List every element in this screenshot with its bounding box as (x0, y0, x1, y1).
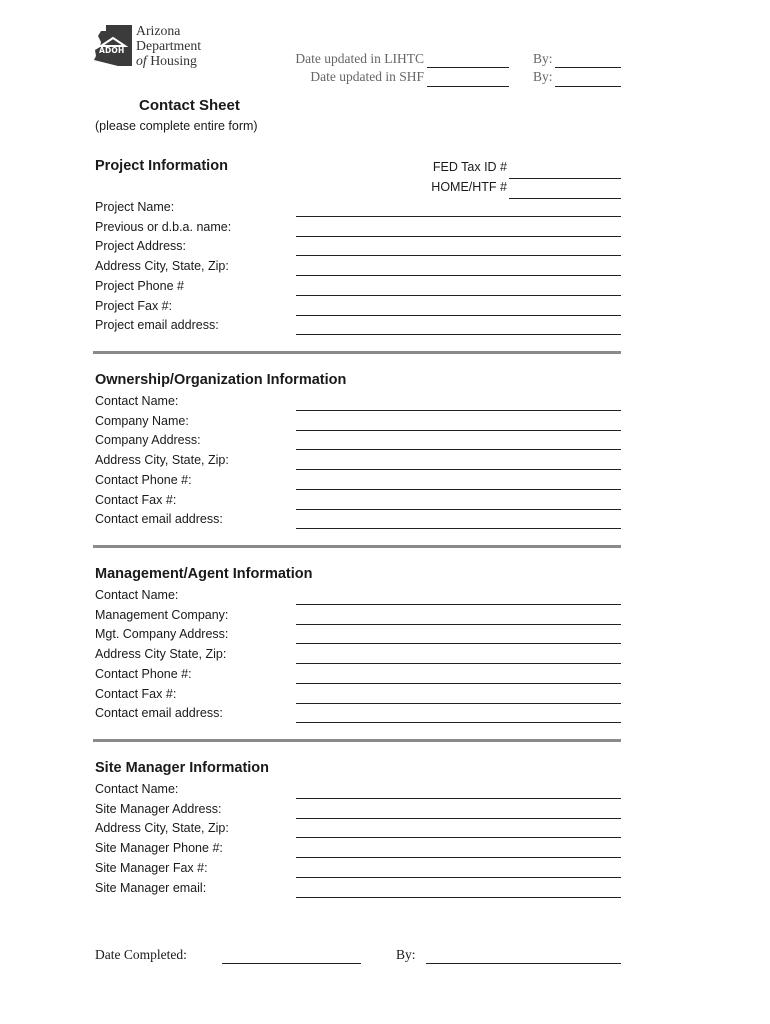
section-divider (93, 545, 621, 548)
field-label: Contact email address: (95, 512, 223, 527)
field-input-line[interactable] (296, 528, 621, 529)
field-label: Contact Fax #: (95, 492, 177, 507)
field-input-line[interactable] (296, 469, 621, 470)
field-input-line[interactable] (296, 722, 621, 723)
field-label: Project Phone # (95, 278, 184, 293)
logo-line-department: Department (136, 38, 202, 53)
field-input-line[interactable] (296, 334, 621, 335)
date-updated-lihtc-label: Date updated in LIHTC (295, 51, 424, 66)
page-title: Contact Sheet (139, 97, 240, 114)
date-completed-label: Date Completed: (95, 947, 187, 962)
field-input-line[interactable] (296, 877, 621, 878)
field-input-line[interactable] (296, 449, 621, 450)
field-input-line[interactable] (296, 818, 621, 819)
field-input-line[interactable] (296, 798, 621, 799)
field-input-line[interactable] (296, 295, 621, 296)
field-label: Contact email address: (95, 706, 223, 721)
by-lihtc-label: By: (533, 51, 553, 66)
date-completed-field[interactable] (222, 963, 361, 964)
field-label: Project Fax #: (95, 298, 173, 313)
field-label: Project email address: (95, 318, 219, 333)
field-input-line[interactable] (296, 315, 621, 316)
field-input-line[interactable] (296, 489, 621, 490)
field-label: Address City State, Zip: (95, 647, 227, 662)
logo-line-housing: of Housing (136, 53, 197, 68)
field-label: Project Address: (95, 239, 187, 254)
field-label: Address City, State, Zip: (95, 259, 229, 274)
by-shf-field[interactable] (555, 86, 621, 87)
field-input-line[interactable] (296, 255, 621, 256)
date-updated-shf-field[interactable] (427, 86, 509, 87)
by-shf-label: By: (533, 69, 553, 84)
field-input-line[interactable] (296, 683, 621, 684)
field-input-line[interactable] (296, 703, 621, 704)
field-label: Site Manager Address: (95, 801, 222, 816)
field-label: Mgt. Company Address: (95, 627, 229, 642)
home-htf-field[interactable] (509, 198, 621, 199)
field-label: Address City, State, Zip: (95, 453, 229, 468)
field-input-line[interactable] (296, 624, 621, 625)
field-label: Company Name: (95, 413, 189, 428)
field-label: Site Manager email: (95, 880, 207, 895)
fed-tax-id-label: FED Tax ID # (432, 160, 507, 174)
field-label: Company Address: (95, 433, 201, 448)
field-input-line[interactable] (296, 216, 621, 217)
field-input-line[interactable] (296, 604, 621, 605)
ownership-section-title: Ownership/Organization Information (95, 372, 347, 388)
field-label: Address City, State, Zip: (95, 821, 229, 836)
field-label: Management Company: (95, 607, 229, 622)
page-subtitle: (please complete entire form) (95, 119, 258, 133)
date-updated-shf-label: Date updated in SHF (310, 69, 424, 84)
field-label: Contact Name: (95, 782, 179, 796)
field-input-line[interactable] (296, 663, 621, 664)
field-label: Contact Phone #: (95, 472, 192, 487)
date-updated-lihtc-field[interactable] (427, 67, 509, 68)
field-label: Project Name: (95, 200, 175, 214)
field-input-line[interactable] (296, 857, 621, 858)
management-section-title: Management/Agent Information (95, 566, 313, 582)
by-lihtc-field[interactable] (555, 67, 621, 68)
adoh-badge: ADOH (99, 46, 125, 55)
field-label: Contact Name: (95, 588, 179, 602)
field-input-line[interactable] (296, 509, 621, 510)
home-htf-label: HOME/HTF # (431, 180, 507, 194)
logo-line-arizona: Arizona (136, 23, 181, 38)
field-input-line[interactable] (296, 837, 621, 838)
field-label: Site Manager Phone #: (95, 841, 223, 856)
field-input-line[interactable] (296, 275, 621, 276)
section-divider (93, 739, 621, 742)
field-label: Contact Name: (95, 394, 179, 408)
arizona-state-icon (92, 22, 134, 68)
field-label: Site Manager Fax #: (95, 860, 208, 875)
field-label: Previous or d.b.a. name: (95, 219, 232, 234)
field-input-line[interactable] (296, 410, 621, 411)
fed-tax-id-field[interactable] (509, 178, 621, 179)
field-label: Contact Fax #: (95, 686, 177, 701)
field-input-line[interactable] (296, 236, 621, 237)
field-input-line[interactable] (296, 897, 621, 898)
project-section-title: Project Information (95, 158, 228, 174)
adoh-logo (92, 22, 222, 70)
section-divider (93, 351, 621, 354)
field-input-line[interactable] (296, 430, 621, 431)
field-input-line[interactable] (296, 643, 621, 644)
footer-by-label: By: (396, 947, 416, 962)
site-manager-section-title: Site Manager Information (95, 760, 270, 776)
field-label: Contact Phone #: (95, 666, 192, 681)
footer-by-field[interactable] (426, 963, 621, 964)
